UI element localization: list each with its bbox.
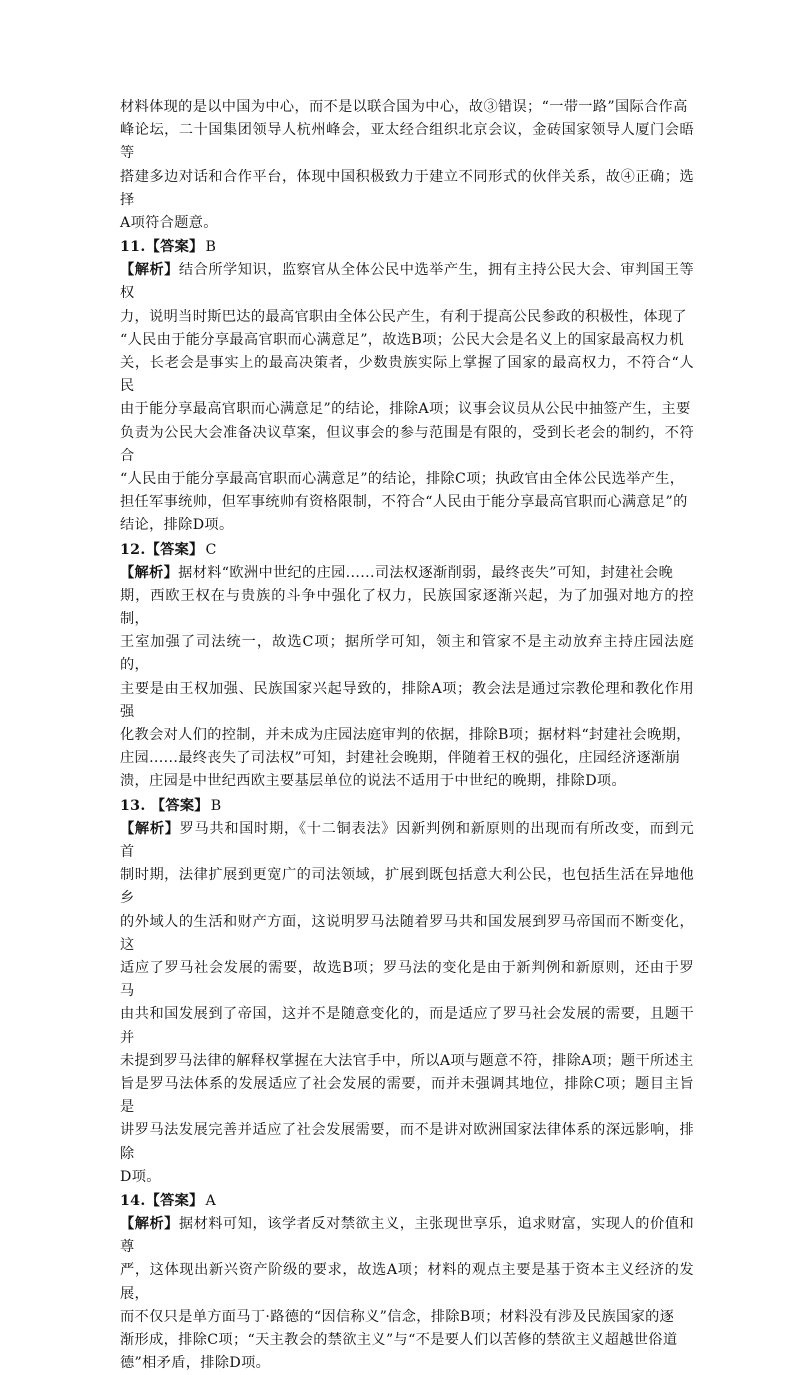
analysis-tag: 【解析】: [120, 262, 179, 279]
text-line: 制时期，法律扩展到更宽广的司法领域，扩展到既包括意大利公民，也包括生活在异地他乡: [120, 867, 694, 907]
text-line: 主要是由王权加强、民族国家兴起导致的，排除A项；教会法是通过宗教伦理和教化作用强: [120, 680, 694, 720]
answer-line: [120, 235, 694, 259]
text-line: 材料体现的是以中国为中心，而不是以联合国为中心，故③错误；“一带一路”国际合作高: [120, 99, 688, 115]
question-block-12: [120, 538, 694, 794]
intro-paragraph: [120, 96, 694, 235]
question-number: 11.: [120, 239, 146, 256]
text-line: 【解析】罗马共和国时期，《十二铜表法》因新判例和新原则的出现而有所改变，而到元首: [120, 820, 694, 860]
text-line: 由共和国发展到了帝国，这并不是随意变化的，而是适应了罗马社会发展的需要，且题干并: [120, 1006, 694, 1046]
answer-tag: 【答案】: [150, 797, 209, 814]
text-line: 负责为公民大会准备决议草案，但议事会的参与范围是有限的，受到长老会的制约，不符合: [120, 424, 694, 464]
text-line: 【解析】据材料可知，该学者反对禁欲主义，主张现世享乐，追求财富，实现人的价值和尊: [120, 1215, 694, 1256]
question-block-13: [120, 794, 694, 1189]
text-line: 的外域人的生活和财产方面，这说明罗马法随着罗马共和国发展到罗马帝国而不断变化，这: [120, 913, 694, 953]
analysis-tag: 【解析】: [120, 564, 179, 581]
text-line: 化教会对人们的控制，并未成为庄园法庭审判的依据，排除B项；据材料“封建社会晚期，: [120, 727, 691, 744]
question-block-11: [120, 235, 694, 537]
text-line: 旨是罗马法体系的发展适应了社会发展的需要，而并未强调其地位，排除C项；题目主旨是: [120, 1075, 694, 1116]
text-line: 峰论坛，二十国集团领导人杭州峰会，亚太经合组织北京会议，金砖国家领导人厦门会晤等: [120, 122, 694, 162]
answer-value: A: [205, 1192, 217, 1209]
question-number: 13.: [120, 797, 146, 814]
text-line: 【解析】据材料“欧洲中世纪的庄园......司法权逐渐削弱，最终丧失”可知，封建社会晚: [120, 564, 674, 581]
text-line: 关，长老会是事实上的最高决策者，少数贵族实际上掌握了国家的最高权力，不符合“人民: [120, 355, 694, 395]
text-line: 力，说明当时斯巴达的最高官职由全体公民产生，有利于提高公民参政的积极性，体现了: [120, 308, 687, 325]
answer-line: [120, 794, 694, 818]
answer-tag: 【答案】: [145, 1192, 204, 1209]
text-line: 溃，庄园是中世纪西欧主要基层单位的说法不适用于中世纪的晚期，排除D项。: [120, 773, 627, 790]
analysis-paragraph: [120, 818, 694, 1189]
document-body: [120, 96, 694, 1375]
text-line: 由于能分享最高官职而心满意足”的结论，排除A项；议事会议员从公民中抽签产生，主要: [120, 401, 691, 418]
text-line: D项。: [120, 1168, 161, 1185]
text-line: 未提到罗马法律的解释权掌握在大法官手中，所以A项与题意不符，排除A项；题干所述主: [120, 1052, 694, 1069]
text-line: “人民由于能分享最高官职而心满意足”，故选B项；公民大会是名义上的国家最高权力机: [120, 331, 684, 348]
text-line: 而不仅只是单方面马丁·路德的“因信称义”信念，排除B项；材料没有涉及民族国家的逐: [120, 1308, 675, 1325]
text-line: A项符合题意。: [120, 215, 218, 232]
answer-tag: 【答案】: [145, 239, 204, 256]
answer-line: [120, 538, 694, 562]
analysis-paragraph: [120, 259, 694, 537]
text-line: 渐形成，排除C项；“天主教会的禁欲主义”与“不是要人们以苦修的禁欲主义超越世俗道: [120, 1331, 678, 1348]
text-line: 严，这体现出新兴资产阶级的要求，故选A项；材料的观点主要是基于资本主义经济的发展，: [120, 1262, 694, 1302]
analysis-tag: 【解析】: [120, 1215, 179, 1232]
question-block-14: [120, 1189, 694, 1375]
question-number: 12.: [120, 541, 146, 558]
text-line: 适应了罗马社会发展的需要，故选B项；罗马法的变化是由于新判例和新原则，还由于罗马: [120, 959, 694, 1000]
text-line: 庄园......最终丧失了司法权”可知，封建社会晚期，伴随着王权的强化，庄园经济逐渐崩: [120, 750, 681, 767]
text-line: 担任军事统帅，但军事统帅有资格限制，不符合“人民由于能分享最高官职而心满意足”的: [120, 494, 688, 511]
text-line: 讲罗马法发展完善并适应了社会发展需要，而不是讲对欧洲国家法律体系的深远影响，排除: [120, 1122, 694, 1162]
analysis-paragraph: [120, 1213, 694, 1375]
text-line: 王室加强了司法统一，故选C项；据所学可知，领主和管家不是主动放弃主持庄园法庭的，: [120, 634, 694, 674]
text-line: 结论，排除D项。: [120, 517, 234, 534]
analysis-tag: 【解析】: [120, 820, 180, 837]
answer-value: B: [205, 239, 217, 256]
answer-value: B: [210, 797, 222, 814]
text-line: 【解析】结合所学知识，监察官从全体公民中选举产生，拥有主持公民大会、审判国王等权: [120, 262, 694, 302]
text-line: 德”相矛盾，排除D项。: [120, 1355, 271, 1372]
text-line: 搭建多边对话和合作平台，体现中国积极致力于建立不同形式的伙伴关系，故④正确；选择: [120, 168, 694, 208]
answer-value: C: [205, 541, 217, 558]
question-number: 14.: [120, 1192, 146, 1209]
analysis-paragraph: [120, 562, 694, 794]
answer-tag: 【答案】: [145, 541, 204, 558]
answer-line: [120, 1189, 694, 1213]
text-line: “人民由于能分享最高官职而心满意足”的结论，排除C项；执政官由全体公民选举产生，: [120, 471, 685, 488]
text-line: 期，西欧王权在与贵族的斗争中强化了权力，民族国家逐渐兴起，为了加强对地方的控制，: [120, 587, 694, 628]
